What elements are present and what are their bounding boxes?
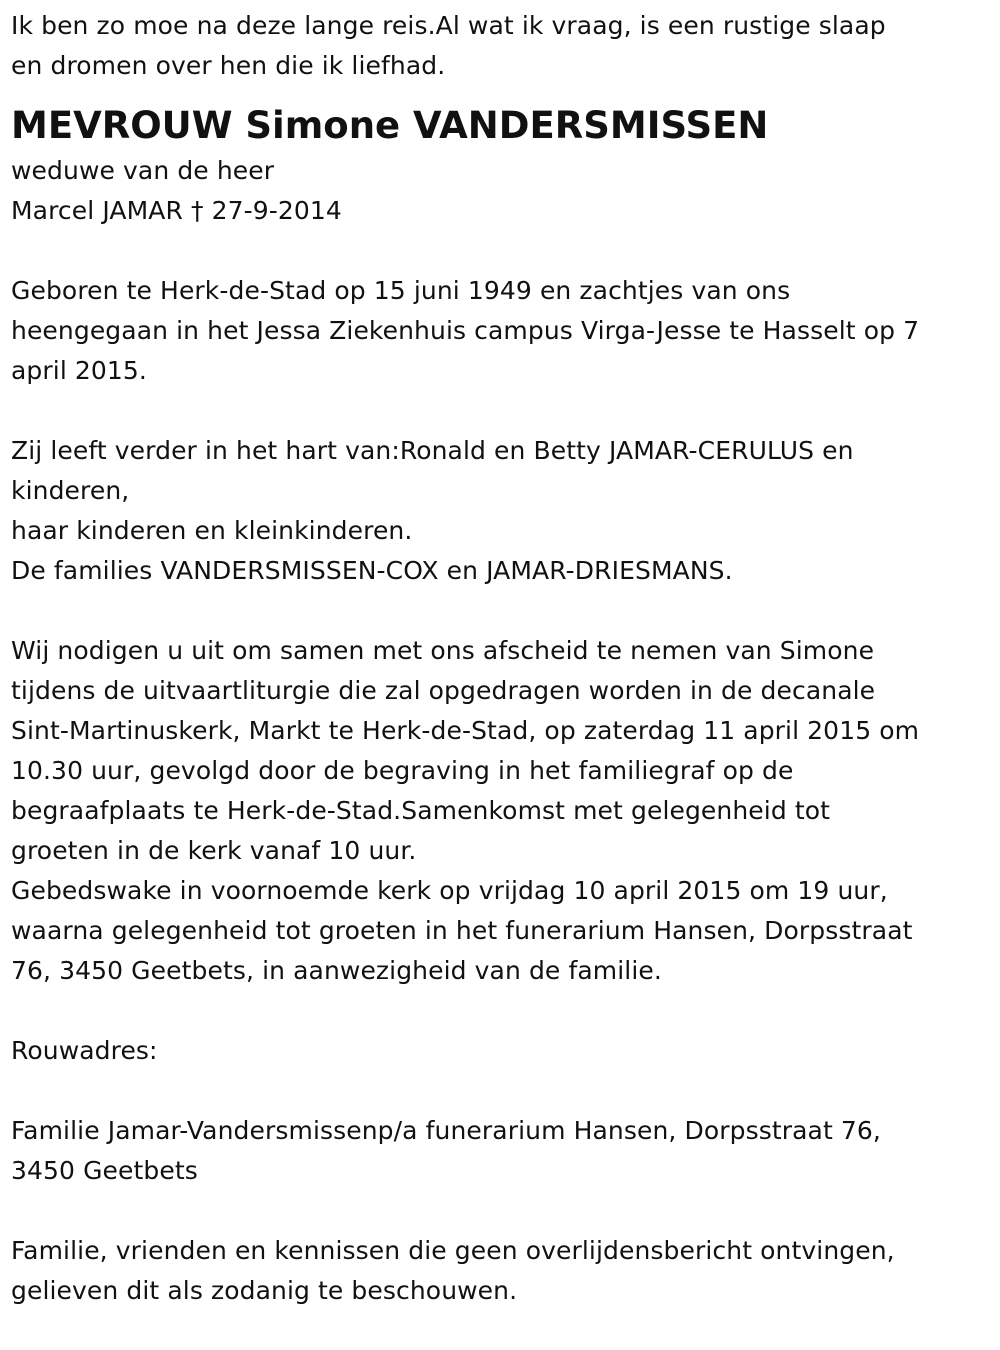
paragraph-line: Familie, vrienden en kennissen die geen overlijdensbericht ontvingen, — [11, 1236, 895, 1265]
opening-quote-line: en dromen over hen die ik liefhad. — [11, 51, 446, 80]
paragraph-line: Sint-Martinuskerk, Markt te Herk-de-Stad, op zaterdag 11 april 2015 om — [11, 716, 920, 745]
paragraph-line: De families VANDERSMISSEN-COX en JAMAR-DRIESMANS. — [11, 556, 733, 585]
paragraph-line: 76, 3450 Geetbets, in aanwezigheid van de familie. — [11, 956, 662, 985]
spacer — [11, 391, 991, 431]
survivors-paragraph — [11, 431, 991, 591]
spacer — [11, 1191, 991, 1231]
paragraph-line: Zij leeft verder in het hart van:Ronald en Betty JAMAR-CERULUS en — [11, 436, 854, 465]
paragraph-line: gelieven dit als zodanig te beschouwen. — [11, 1276, 518, 1305]
paragraph-line: tijdens de uitvaartliturgie die zal opgedragen worden in de decanale — [11, 676, 876, 705]
address-paragraph — [11, 1111, 991, 1191]
paragraph-line: Geboren te Herk-de-Stad op 15 juni 1949 en zachtjes van ons — [11, 276, 791, 305]
paragraph-line: haar kinderen en kleinkinderen. — [11, 516, 413, 545]
paragraph-line: 3450 Geetbets — [11, 1156, 198, 1185]
obituary-document — [11, 0, 991, 1311]
paragraph-line: kinderen, — [11, 476, 130, 505]
paragraph-line: Gebedswake in voornoemde kerk op vrijdag 10 april 2015 om 19 uur, — [11, 876, 888, 905]
paragraph-line: waarna gelegenheid tot groeten in het funerarium Hansen, Dorpsstraat — [11, 916, 913, 945]
address-label: Rouwadres: — [11, 1036, 158, 1065]
relation-text: weduwe van de heer — [11, 156, 275, 185]
paragraph-line: april 2015. — [11, 356, 147, 385]
birth-death-paragraph — [11, 271, 991, 391]
spacer — [11, 591, 991, 631]
spacer — [11, 231, 991, 271]
spacer — [11, 1071, 991, 1111]
spouse-text: Marcel JAMAR † 27-9-2014 — [11, 196, 342, 225]
paragraph-line: begraafplaats te Herk-de-Stad.Samenkomst met gelegenheid tot — [11, 796, 831, 825]
spacer — [11, 991, 991, 1031]
paragraph-line: Familie Jamar-Vandersmissenp/a funerarium Hansen, Dorpsstraat 76, — [11, 1116, 881, 1145]
ceremony-paragraph — [11, 631, 991, 991]
closing-paragraph — [11, 1231, 991, 1311]
paragraph-line: 10.30 uur, gevolgd door de begraving in het familiegraf op de — [11, 756, 794, 785]
opening-quote-line: Ik ben zo moe na deze lange reis.Al wat ik vraag, is een rustige slaap — [11, 11, 886, 40]
paragraph-line: Wij nodigen u uit om samen met ons afscheid te nemen van Simone — [11, 636, 875, 665]
paragraph-line: heengegaan in het Jessa Ziekenhuis campus Virga-Jesse te Hasselt op 7 — [11, 316, 920, 345]
deceased-name: MEVROUW Simone VANDERSMISSEN — [11, 104, 769, 147]
paragraph-line: groeten in de kerk vanaf 10 uur. — [11, 836, 417, 865]
opening-quote — [11, 0, 991, 86]
deceased-block — [11, 101, 991, 231]
